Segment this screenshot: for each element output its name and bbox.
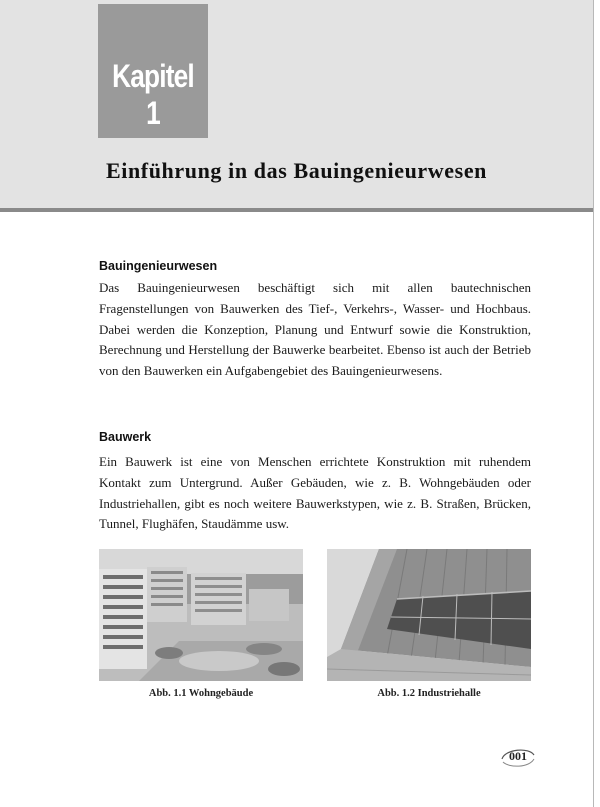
section-text-bauwerk: Ein Bauwerk ist eine von Menschen errichtete Konstruktion mit ruhendem Kontakt zum Untergrund. Außer Gebäuden, wie z. B. Wohngebäuden oder Industriehallen, gibt es noch weitere Bauwerkstypen, wie z. B. Straßen, Brücken, Tunnel, Flughäfen, Staudämme usw. bbox=[99, 454, 531, 532]
page-number: 001 bbox=[509, 749, 527, 763]
section-heading-bauwerk: Bauwerk bbox=[99, 430, 152, 444]
chapter-header-band bbox=[0, 0, 593, 208]
section-heading-bauingenieurwesen: Bauingenieurwesen bbox=[99, 259, 218, 273]
page-number-badge bbox=[499, 745, 537, 769]
chapter-title: Einführung in das Bauingenieurwesen bbox=[105, 158, 488, 183]
section-text-bauingenieurwesen: Das Bauingenieurwesen beschäftigt sich mit allen bautechnischen Fragenstellungen von Bauwerken des Tief-, Verkehrs-, Wasser- und Hochbaus. Dabei werden die Konzeption, Planung und Entwurf sowie die Konstruktion, Berechnung und Herstellung der Bauwerke bearbeitet. Ebenso ist auch der Betrieb von den Bauwerken ein Aufgabengebiet des Bauingenieurwesens. bbox=[99, 280, 531, 379]
figure-residential-photo bbox=[99, 549, 303, 681]
figure-caption-industrial: Abb. 1.2 Industriehalle bbox=[377, 688, 481, 699]
figure-industrial-photo bbox=[327, 549, 531, 681]
header-divider bbox=[0, 208, 593, 212]
chapter-label: Kapitel 1 bbox=[112, 58, 194, 131]
chapter-badge bbox=[98, 4, 208, 138]
figure-caption-residential: Abb. 1.1 Wohngebäude bbox=[148, 688, 254, 699]
